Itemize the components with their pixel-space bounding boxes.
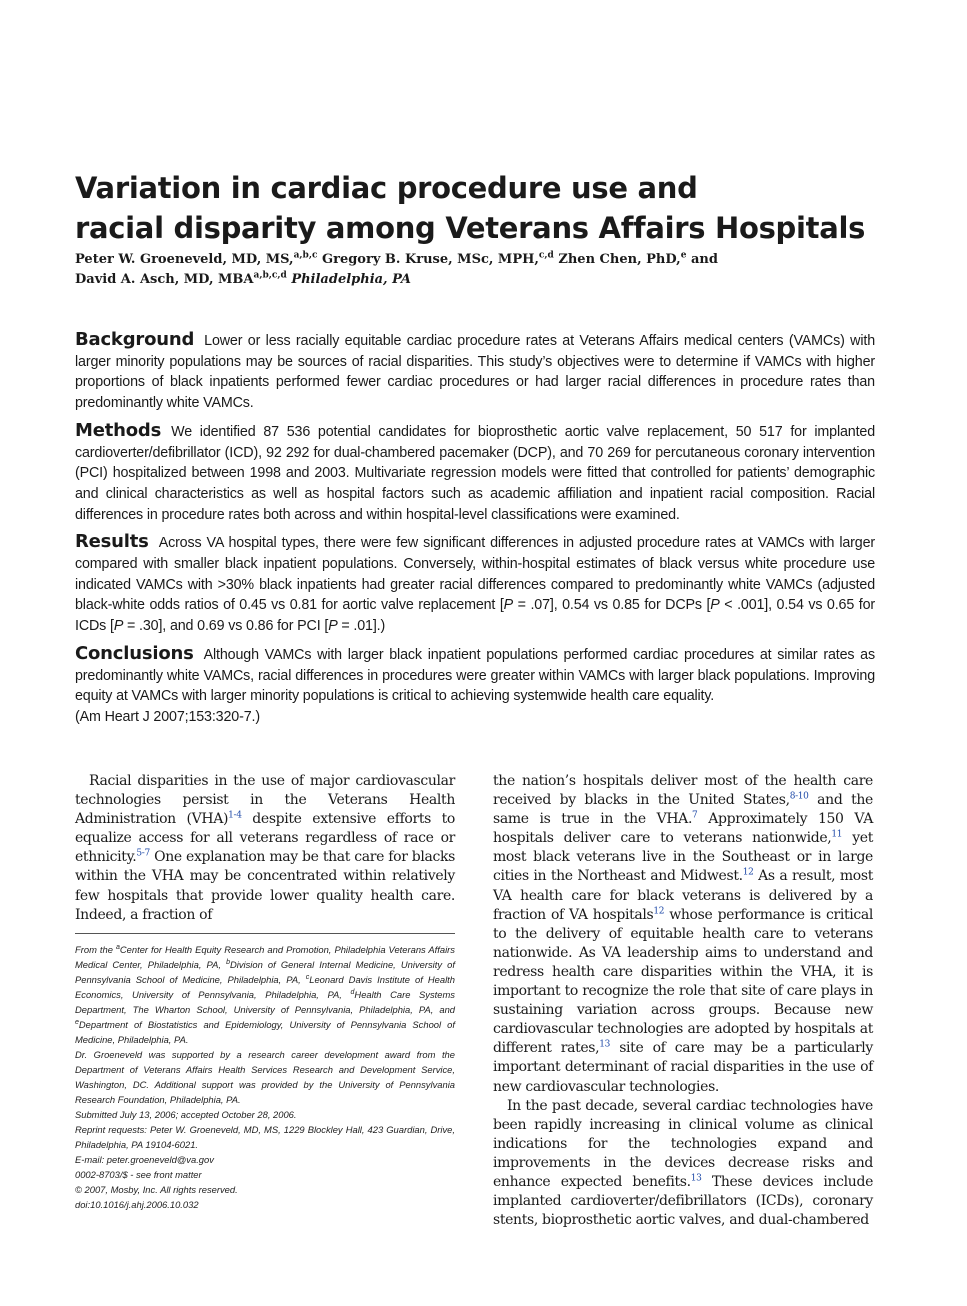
author-asch: David A. Asch, MD, MBA <box>75 272 254 287</box>
author-kruse: Gregory B. Kruse, MSc, MPH, <box>317 252 539 267</box>
abstract-text: = .01].) <box>337 618 386 635</box>
affiliation-mark: b <box>226 958 230 966</box>
affiliation-mark: d <box>350 988 355 996</box>
reference-link[interactable]: 5-7 <box>136 848 150 859</box>
abstract <box>75 330 875 735</box>
body-column-right <box>493 772 873 1230</box>
body-column-left <box>75 772 455 925</box>
abstract-heading-methods: Methods <box>75 419 162 441</box>
author-location: Philadelphia, PA <box>286 272 412 287</box>
title-line-1: Variation in cardiac procedure use and <box>75 171 698 205</box>
reference-link[interactable]: 12 <box>742 867 754 878</box>
author-affiliation-marks: e <box>680 250 687 261</box>
footnote-support: Dr. Groeneveld was supported by a research career development award from the Department of Veterans Affairs Health Services Research and Development Service, Washington, DC. Additional support was provided by the University of Pennsylvania Research Foundation, Philadelphia, PA. <box>75 1049 455 1105</box>
reference-link[interactable]: 13 <box>690 1173 702 1184</box>
footnote-text: Center for Health Equity Research and Promotion, Philadelphia Veterans Affairs Medical Center, Philadelphia, PA, <box>75 944 455 970</box>
body-text: One explanation may be that care for blacks within the VHA may be concentrated within relatively few hospitals that provide lower quality health care. Indeed, a fraction of <box>75 849 455 923</box>
body-text: and the same is true in the VHA. <box>493 792 873 828</box>
affiliation-mark: c <box>305 973 310 981</box>
body-text: Racial disparities in the use of major cardiovascular technologies persist in the Veterans Health Administration (VHA) <box>75 773 455 828</box>
body-paragraph <box>75 772 455 925</box>
p-value-symbol: P <box>710 597 720 614</box>
author-chen: Zhen Chen, PhD, <box>553 252 681 267</box>
footnote-text: Division of General Internal Medicine, University of Pennsylvania School of Medicine, Philadelphia, PA, <box>75 959 455 985</box>
body-text: the nation’s hospitals deliver most of the health care received by blacks in the United States, <box>493 773 873 809</box>
footnote-email[interactable]: E-mail: peter.groeneveld@va.gov <box>75 1154 214 1165</box>
author-line-1 <box>75 250 895 270</box>
p-value-symbol: P <box>503 597 514 614</box>
footnote-copyright: © 2007, Mosby, Inc. All rights reserved. <box>75 1184 238 1195</box>
body-text: despite extensive efforts to equalize access for all veterans regardless of race or ethnicity. <box>75 811 455 866</box>
abstract-results <box>75 532 875 637</box>
abstract-methods <box>75 421 875 526</box>
body-paragraph <box>493 772 873 1097</box>
footnote-text: From the <box>75 944 116 955</box>
footnote-affiliations <box>75 942 455 1047</box>
abstract-heading-conclusions: Conclusions <box>75 642 194 664</box>
reference-link[interactable]: 13 <box>599 1039 611 1050</box>
p-value-symbol: P <box>113 618 124 635</box>
body-text: Approximately 150 VA hospitals deliver care to veterans nationwide, <box>493 811 873 847</box>
body-text: As a result, most VA health care for black veterans is delivered by a fraction of VA hospitals <box>493 868 873 923</box>
reference-link[interactable]: 11 <box>831 829 843 840</box>
body-text: yet most black veterans live in the Southeast or in large cities in the Northeast and Midwest. <box>493 830 873 885</box>
author-affiliation-marks: a,b,c,d <box>253 270 287 281</box>
body-text: site of care may be a particularly important determinant of racial disparities in the use of new cardiovascular technologies. <box>493 1040 873 1095</box>
footnote-submitted: Submitted July 13, 2006; accepted October 28, 2006. <box>75 1109 297 1120</box>
abstract-text: We identified 87 536 potential candidates for bioprosthetic aortic valve replacement, 50 517 for implanted cardioverter/defibrillator (ICD), 92 292 for dual-chambered pacemaker (DCP), and 70 269 for percutaneous coronary intervention (PCI) hospitalized between 1998 and 2003. Multivariate regression models were fitted that controlled for patients’ demographic and clinical characteristics as well as hospital factors such as academic affiliation and inpatient racial composition. Racial differences in procedure rates both across and within hospital-level classifications were examined. <box>75 423 875 523</box>
title-line-2: racial disparity among Veterans Affairs Hospitals <box>75 211 866 245</box>
author-affiliation-marks: c,d <box>538 250 554 261</box>
abstract-text: Across VA hospital types, there were few significant differences in adjusted procedure rates at VAMCs with larger compared with smaller black inpatient populations. Conversely, within-hospital estimates of black versus white procedure use indicated VAMCs with >30% black inpatients had greater racial differences compared to predominantly white VAMCs (adjusted black-white odds ratios of 0.45 vs 0.81 for aortic valve replacement [ <box>75 535 875 614</box>
abstract-text: = .30], and 0.69 vs 0.86 for PCI [ <box>123 618 329 635</box>
abstract-heading-results: Results <box>75 531 149 553</box>
abstract-text: = .07], 0.54 vs 0.85 for DCPs [ <box>513 597 711 614</box>
abstract-background <box>75 330 875 414</box>
reference-link[interactable]: 12 <box>653 906 665 916</box>
footnote-text: Leonard Davis Institute of Health Economics, University of Pennsylvania, Philadelphia, PA, <box>75 974 455 1000</box>
footnote-doi[interactable]: doi:10.1016/j.ahj.2006.10.032 <box>75 1199 199 1210</box>
author-groeneveld: Peter W. Groeneveld, MD, MS, <box>75 252 294 267</box>
body-text: whose performance is critical to the delivery of equitable health care to veterans nationwide. As VA leadership aims to understand and redress health care disparities within the VHA, it is important to recognize the role that site of care plays in sustaining variation across groups. Because new cardiovascular technologies are adopted by hospitals at different rates, <box>493 906 873 1057</box>
affiliation-mark: a <box>115 943 120 951</box>
journal-citation: (Am Heart J 2007;153:320-7.) <box>75 708 260 725</box>
affiliation-mark: e <box>75 1018 79 1026</box>
footnotes <box>75 942 455 1212</box>
article-title <box>75 168 895 248</box>
abstract-text: < .001], 0.54 vs 0.65 for ICDs [ <box>75 597 875 635</box>
abstract-text: Although VAMCs with larger black inpatient populations performed cardiac procedures at similar rates as predominantly white VAMCs, racial differences in procedures were greater within VAMCs with larger black populations. Improving equity at VAMCs with larger minority populations is critical to achieving systemwide health care equality. <box>75 646 875 705</box>
body-paragraph <box>493 1097 873 1231</box>
abstract-heading-background: Background <box>75 329 195 350</box>
footnote-text: Department of Biostatistics and Epidemiology, University of Pennsylvania School of Medicine, Philadelphia, PA. <box>75 1019 455 1045</box>
body-text: In the past decade, several cardiac technologies have been rapidly increasing in clinical volume as clinical indications for the technologies expand and improvements in the devices decrease risks and enhance expected benefits. <box>493 1097 873 1190</box>
reference-link[interactable]: 1-4 <box>228 810 242 821</box>
reference-link[interactable]: 7 <box>692 810 698 821</box>
body-text: These devices include implanted cardioverter/defibrillators (ICDs), coronary stents, bioprosthetic aortic valves, and dual-chambered <box>493 1173 874 1229</box>
author-line-2 <box>75 270 895 290</box>
author-list <box>75 250 895 290</box>
footnote-divider <box>75 933 455 934</box>
author-conjunction: and <box>686 252 718 267</box>
abstract-text: Lower or less racially equitable cardiac procedure rates at Veterans Affairs medical centers (VAMCs) with larger minority populations may be sources of racial disparities. This study’s objectives were to determine if VAMCs with higher proportions of black inpatients performed fewer cardiac procedures or had larger racial differences in procedure rates than predominantly white VAMCs. <box>75 333 875 412</box>
p-value-symbol: P <box>328 618 338 635</box>
abstract-conclusions <box>75 644 875 728</box>
footnote-issn: 0002-8703/$ - see front matter <box>75 1169 202 1180</box>
author-affiliation-marks: a,b,c <box>293 250 318 261</box>
footnote-reprint: Reprint requests: Peter W. Groeneveld, MD, MS, 1229 Blockley Hall, 423 Guardian, Drive, Philadelphia, PA 19104-6021. <box>75 1124 455 1150</box>
reference-link[interactable]: 8-10 <box>789 791 809 802</box>
footnote-text: Health Care Systems Department, The Wharton School, University of Pennsylvania, Philadelphia, PA, and <box>75 989 455 1015</box>
